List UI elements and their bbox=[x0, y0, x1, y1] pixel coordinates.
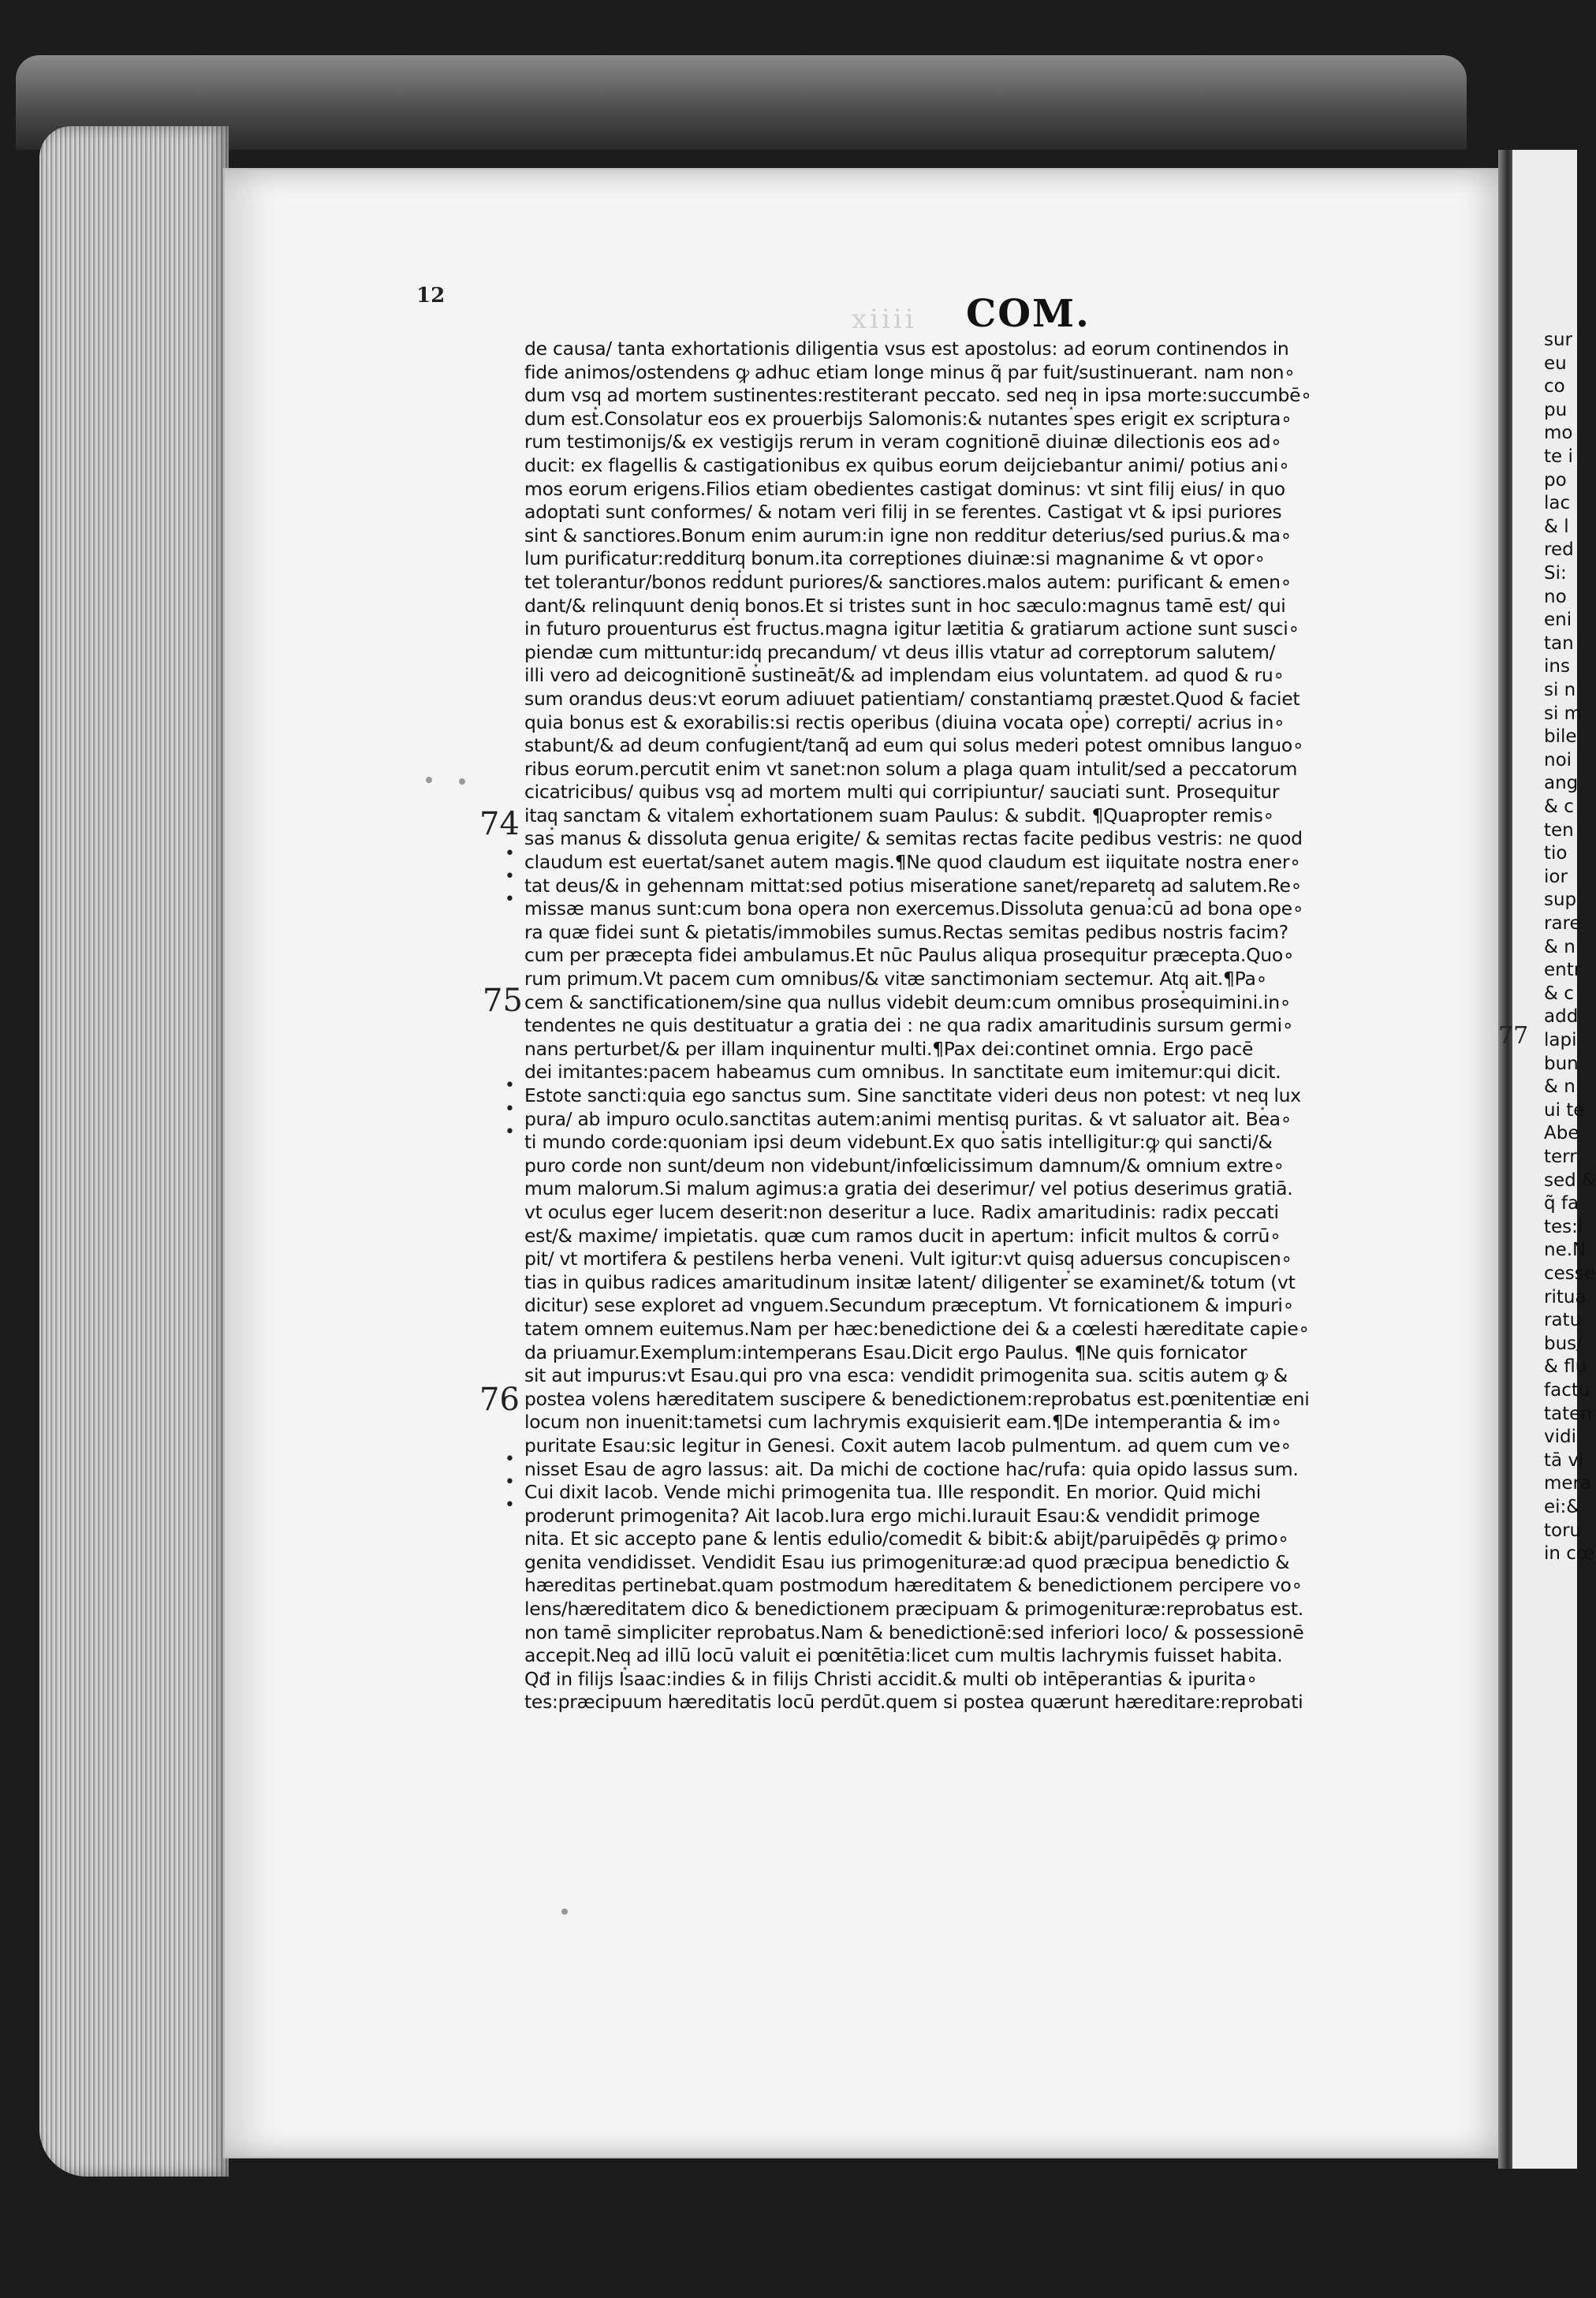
ink-spot bbox=[459, 778, 465, 785]
right-page-text-line: & flu bbox=[1544, 1356, 1587, 1378]
right-page-text-line: q̃ fa bbox=[1544, 1193, 1579, 1214]
right-page-text-line: no bbox=[1544, 586, 1567, 607]
margin-marker: • bbox=[505, 1099, 515, 1119]
right-page-text-line: & c bbox=[1544, 796, 1574, 817]
text-line: accepit.Neq͙ ad illū locū valuit ei pœnitētia:licet cum multis lachrymis fuisset habita. bbox=[524, 1644, 1283, 1667]
text-line: ra quæ fidei sunt & pietatis/immobiles sumus.Rectas semitas pedibus nostris facim? bbox=[524, 920, 1288, 943]
margin-marker: • bbox=[505, 1122, 515, 1142]
text-line: itaq͙ sanctam & vitalem exhortationem suam Paulus: & subdit. ¶Quapropter remis∘ bbox=[524, 804, 1274, 826]
text-line: non tamē simpliciter reprobatus.Nam & benedictionē:sed inferiori loco/ & possessionē bbox=[524, 1621, 1304, 1643]
right-page-text-line: tā vi bbox=[1544, 1449, 1584, 1471]
text-line: sit aut impurus:vt Esau.qui pro vna esca: vendidit primogenita sua. scitis autem ꝙ & bbox=[524, 1364, 1288, 1387]
text-line: mum malorum.Si malum agimus:a gratia dei deserimur/ vel potius deserimus gratiā. bbox=[524, 1177, 1293, 1200]
right-page-text-line: tan bbox=[1544, 632, 1574, 654]
ink-spot bbox=[426, 777, 432, 783]
text-line: vt oculus eger lucem deserit:non deseritur a luce. Radix amaritudinis: radix peccati bbox=[524, 1200, 1279, 1223]
right-page-text-line: ior bbox=[1544, 866, 1568, 887]
right-page-text-line: Si: bbox=[1544, 563, 1567, 584]
right-page-text-line: bile bbox=[1544, 726, 1577, 748]
text-line: Qđ in filijs Isaac:indies & in filijs Christi accidit.& multi ob intēperantias & ipurita∘ bbox=[524, 1667, 1258, 1690]
right-page-text-line: sur bbox=[1544, 330, 1573, 350]
right-page-text-line: sup bbox=[1544, 890, 1577, 911]
right-page-text-line: bus/ bbox=[1544, 1333, 1583, 1354]
right-page-text-line: & n bbox=[1544, 1076, 1575, 1098]
text-line: lens/hæreditatem dico & benedictionem præcipuam & primogenituræ:reprobatus est. bbox=[524, 1598, 1303, 1621]
right-page-text-line: ins bbox=[1544, 656, 1570, 677]
right-page-text-line: & n bbox=[1544, 936, 1575, 957]
text-line: de causa/ tanta exhortationis diligentia vsus est apostolus: ad eorum continendos in bbox=[524, 338, 1289, 360]
right-page-text-line: si n bbox=[1544, 680, 1576, 700]
right-page-text-line: bun bbox=[1544, 1053, 1579, 1074]
text-line: nisset Esau de agro lassus: ait. Da michi de coctione hac/rufa: quia opido lassus sum. bbox=[524, 1457, 1299, 1480]
right-page-text-line: ui te bbox=[1544, 1099, 1585, 1121]
text-line: sas manus & dissoluta genua erigite/ & semitas rectas facite pedibus vestris: ne quod bbox=[524, 827, 1303, 850]
margin-marker: • bbox=[505, 1472, 515, 1492]
text-line: dei imitantes:pacem habeamus cum omnibus. In sanctitate eum imitemur:qui dicit. bbox=[524, 1061, 1281, 1084]
text-line: ribus eorum.percutit enim vt sanet:non solum a plaga quam intulit/sed a peccatorum bbox=[524, 757, 1298, 780]
right-page-text-line: noi bbox=[1544, 749, 1572, 770]
right-page-text-line: factu bbox=[1544, 1380, 1590, 1401]
right-page-text-line: ratu bbox=[1544, 1310, 1582, 1331]
right-page-text-line: in cœ bbox=[1544, 1543, 1595, 1565]
text-line: nans perturbet/& per illam inquinentur multi.¶Pax dei:continet omnia. Ergo pacē bbox=[524, 1037, 1254, 1060]
text-line: proderunt primogenita? Ait Iacob.Iura ergo michi.Iurauit Esau:& vendidit primoge bbox=[524, 1504, 1260, 1527]
right-page-text-line: po bbox=[1544, 469, 1567, 491]
text-line: adoptati sunt conformes/ & notam veri filij in se ferentes. Castigat vt & ipsi puriores bbox=[524, 501, 1282, 524]
right-page-text-line: lac bbox=[1544, 493, 1571, 514]
text-line: mos eorum erigens.Filios etiam obedientes castigat dominus: vt sint filij eius/ in quo bbox=[524, 477, 1285, 500]
text-line: ducit: ex flagellis & castigationibus ex quibus eorum deijciebantur animi/ potius ani∘ bbox=[524, 453, 1290, 476]
right-page-text-line: te i bbox=[1544, 446, 1573, 467]
margin-numeral: 75 bbox=[483, 983, 523, 1019]
right-page-text-line: ten bbox=[1544, 819, 1574, 841]
main-text-block bbox=[524, 338, 1411, 1714]
right-page-text-line: si m bbox=[1544, 703, 1583, 724]
text-line: Estote sancti:quia ego sanctus sum. Sine sanctitate videri deus non potest: vt neq͙ lux bbox=[524, 1084, 1301, 1106]
right-page-text-line: rare bbox=[1544, 913, 1581, 934]
margin-marker: • bbox=[505, 1449, 515, 1469]
text-line: fide animos/ostendens ꝙ adhuc etiam longe minus q̃ par fuit/sustinuerant. nam non∘ bbox=[524, 360, 1296, 383]
text-line: cem & sanctificationem/sine qua nullus videbit deum:cum omnibus prosequimini.in∘ bbox=[524, 990, 1292, 1013]
text-line: tias in quibus radices amaritudinum insitæ latent/ diligenter se examinet/& totum (vt bbox=[524, 1270, 1296, 1293]
text-line: tet tolerantur/bonos reddunt puriores/& sanctiores.malos autem: purificant & emen∘ bbox=[524, 570, 1292, 593]
text-line: sint & sanctiores.Bonum enim aurum:in igne non redditur deterius/sed purius.& ma∘ bbox=[524, 524, 1292, 547]
right-page-text-line: red bbox=[1544, 539, 1574, 561]
text-line: dicitur) sese exploret ad vnguem.Secundum præceptum. Vt fornicationem & impuri∘ bbox=[524, 1294, 1295, 1317]
right-page-text-line: sed & bbox=[1544, 1170, 1596, 1191]
right-page-text-line: lapi bbox=[1544, 1030, 1577, 1050]
text-line: in futuro prouenturus est fructus.magna igitur lætitia & gratiarum actione sunt susci∘ bbox=[524, 617, 1300, 640]
right-page-text-line: & l bbox=[1544, 516, 1569, 537]
text-line: lum purificatur:redditurq͙ bonum.ita correptiones diuinæ:si magnanime & vt opor∘ bbox=[524, 547, 1266, 570]
margin-marker: • bbox=[505, 1495, 515, 1515]
text-line: dant/& relinquunt deniq͙ bonos.Et si tristes sunt in hoc sæculo:magnus tamē est/ qui bbox=[524, 594, 1286, 617]
right-page-text-line: add bbox=[1544, 1006, 1579, 1028]
right-page-text-line: pu bbox=[1544, 399, 1568, 420]
text-line: genita vendidisset. Vendidit Esau ius primogenituræ:ad quod præcipua benedictio & bbox=[524, 1550, 1290, 1573]
text-line: cum per præcepta fidei ambulamus.Et nūc Paulus aliqua prosequitur præcepta.Quo∘ bbox=[524, 944, 1295, 967]
margin-numeral: 74 bbox=[479, 806, 520, 842]
show-through-heading: xiiii bbox=[852, 304, 917, 335]
margin-marker: • bbox=[505, 1076, 515, 1095]
right-page-text-line: Abe bbox=[1544, 1123, 1579, 1144]
right-page-text-line: & c bbox=[1544, 983, 1574, 1004]
margin-marker: • bbox=[505, 844, 515, 864]
ink-spot bbox=[561, 1908, 568, 1915]
text-line: pura/ ab impuro oculo.sanctitas autem:animi mentisq͙ puritas. & vt saluator ait. Bea∘ bbox=[524, 1107, 1292, 1130]
right-page-text-line: terr bbox=[1544, 1147, 1577, 1167]
text-line: hæreditas pertinebat.quam postmodum hæreditatem & benedictionem percipere vo∘ bbox=[524, 1574, 1303, 1597]
text-line: tat deus/& in gehennam mittat:sed potius miseratione sanet/reparetq͙ ad salutem.Re∘ bbox=[524, 874, 1303, 897]
margin-numeral: 76 bbox=[479, 1382, 520, 1418]
text-line: sum orandus deus:vt eorum adiuuet patientiam/ constantiamq͙ præstet.Quod & faciet bbox=[524, 687, 1300, 710]
right-page-text-line: toru bbox=[1544, 1520, 1582, 1541]
right-page-text-line: taten bbox=[1544, 1403, 1592, 1424]
text-line: nita. Et sic accepto pane & lentis edulio/comedit & bibit:& abijt/paruipēdēs ꝙ primo∘ bbox=[524, 1528, 1289, 1550]
right-page-text-line: eu bbox=[1544, 353, 1567, 374]
text-line: locum non inuenit:tametsi cum lachrymis exquisierit eam.¶De intemperantia & im∘ bbox=[524, 1411, 1282, 1434]
text-line: quia bonus est & exorabilis:si rectis operibus (diuina vocata ope) correpti/ acrius in∘ bbox=[524, 711, 1285, 733]
text-line: da priuamur.Exemplum:intemperans Esau.Dicit ergo Paulus. ¶Ne quis fornicator bbox=[524, 1341, 1247, 1364]
text-line: dum est.Consolatur eos ex prouerbijs Salomonis:& nutantes spes erigit ex scriptura∘ bbox=[524, 407, 1292, 430]
right-page-text-line: ei:& bbox=[1544, 1497, 1581, 1517]
running-head: COM. bbox=[966, 292, 1091, 336]
margin-marker: • bbox=[505, 890, 515, 909]
text-line: stabunt/& ad deum confugient/tanq̃ ad eum qui solus mederi potest omnibus languo∘ bbox=[524, 734, 1304, 757]
page-edges bbox=[39, 126, 229, 2177]
right-page-text-line: ritua bbox=[1544, 1286, 1587, 1308]
right-page-text-line: cesse bbox=[1544, 1263, 1595, 1284]
right-page-text-line: ang bbox=[1544, 773, 1579, 794]
right-page-text-line: mo bbox=[1544, 423, 1573, 444]
right-page-text-line: tes:l bbox=[1544, 1216, 1583, 1237]
text-line: illi vero ad deicognitionē sustineāt/& ad implendam eius voluntatem. ad quod & ru∘ bbox=[524, 664, 1285, 687]
book-cover-top bbox=[16, 55, 1467, 150]
text-line: dum vsq͙ ad mortem sustinentes:restiterant peccato. sed neq͙ in ipsa morte:succumbē∘ bbox=[524, 384, 1312, 407]
right-page-numeral: 77 bbox=[1498, 1022, 1529, 1050]
text-line: tatem omnem euitemus.Nam per hæc:benedictione dei & a cœlesti hæreditate capie∘ bbox=[524, 1317, 1310, 1340]
text-line: cicatricibus/ quibus vsq͙ ad mortem multi qui corripiuntur/ sauciati sunt. Prosequitur bbox=[524, 781, 1280, 804]
right-page-text-line: eni bbox=[1544, 610, 1572, 631]
right-page-text-line: tio bbox=[1544, 843, 1568, 864]
text-line: claudum est euertat/sanet autem magis.¶Ne quod claudum est iiquitate nostra ener∘ bbox=[524, 851, 1301, 874]
right-page-text-line: mera bbox=[1544, 1473, 1592, 1494]
text-line: missæ manus sunt:cum bona opera non exercemus.Dissoluta genua:cū ad bona ope∘ bbox=[524, 897, 1304, 920]
right-page-text-line: co bbox=[1544, 376, 1565, 397]
page-number: 12 bbox=[416, 284, 446, 308]
text-line: postea volens hæreditatem suscipere & benedictionem:reprobatus est.pœnitentiæ eni bbox=[524, 1387, 1310, 1410]
text-line: ti mundo corde:quoniam ipsi deum videbunt.Ex quo satis intelligitur:ꝙ qui sancti/& bbox=[524, 1131, 1273, 1154]
text-line: tendentes ne quis destituatur a gratia dei : ne qua radix amaritudinis sursum germi∘ bbox=[524, 1014, 1294, 1037]
right-page-text-line: vidi bbox=[1544, 1427, 1576, 1448]
text-line: pit/ vt mortifera & pestilens herba veneni. Vult igitur:vt quisq͙ aduersus concupiscen∘ bbox=[524, 1248, 1292, 1270]
right-page-text-line: ne.N bbox=[1544, 1240, 1587, 1261]
text-line: est/& maxime/ impietatis. quæ cum ramos ducit in apertum: inficit multos & corrū∘ bbox=[524, 1224, 1281, 1247]
text-line: rum primum.Vt pacem cum omnibus/& vitæ sanctimoniam sectemur. Atq͙ ait.¶Pa∘ bbox=[524, 968, 1268, 990]
text-line: Cui dixit Iacob. Vende michi primogenita tua. Ille respondit. En morior. Quid michi bbox=[524, 1481, 1261, 1504]
right-page-text-line: entr bbox=[1544, 960, 1582, 981]
text-line: rum testimonijs/& ex vestigijs rerum in veram cognitionē diuinæ dilectionis eos ad∘ bbox=[524, 431, 1282, 453]
margin-marker: • bbox=[505, 867, 515, 886]
text-line: puritate Esau:sic legitur in Genesi. Coxit autem Iacob pulmentum. ad quem cum ve∘ bbox=[524, 1434, 1292, 1457]
text-line: tes:præcipuum hæreditatis locū perdūt.quem si postea quærunt hæreditare:reprobati bbox=[524, 1691, 1303, 1714]
text-line: puro corde non sunt/deum non videbunt/infœlicissimum damnum/& omnium extre∘ bbox=[524, 1154, 1285, 1177]
text-line: piendæ cum mittuntur:idq͙ precandum/ vt deus illis vtatur ad correptorum salutem/ bbox=[524, 640, 1276, 663]
